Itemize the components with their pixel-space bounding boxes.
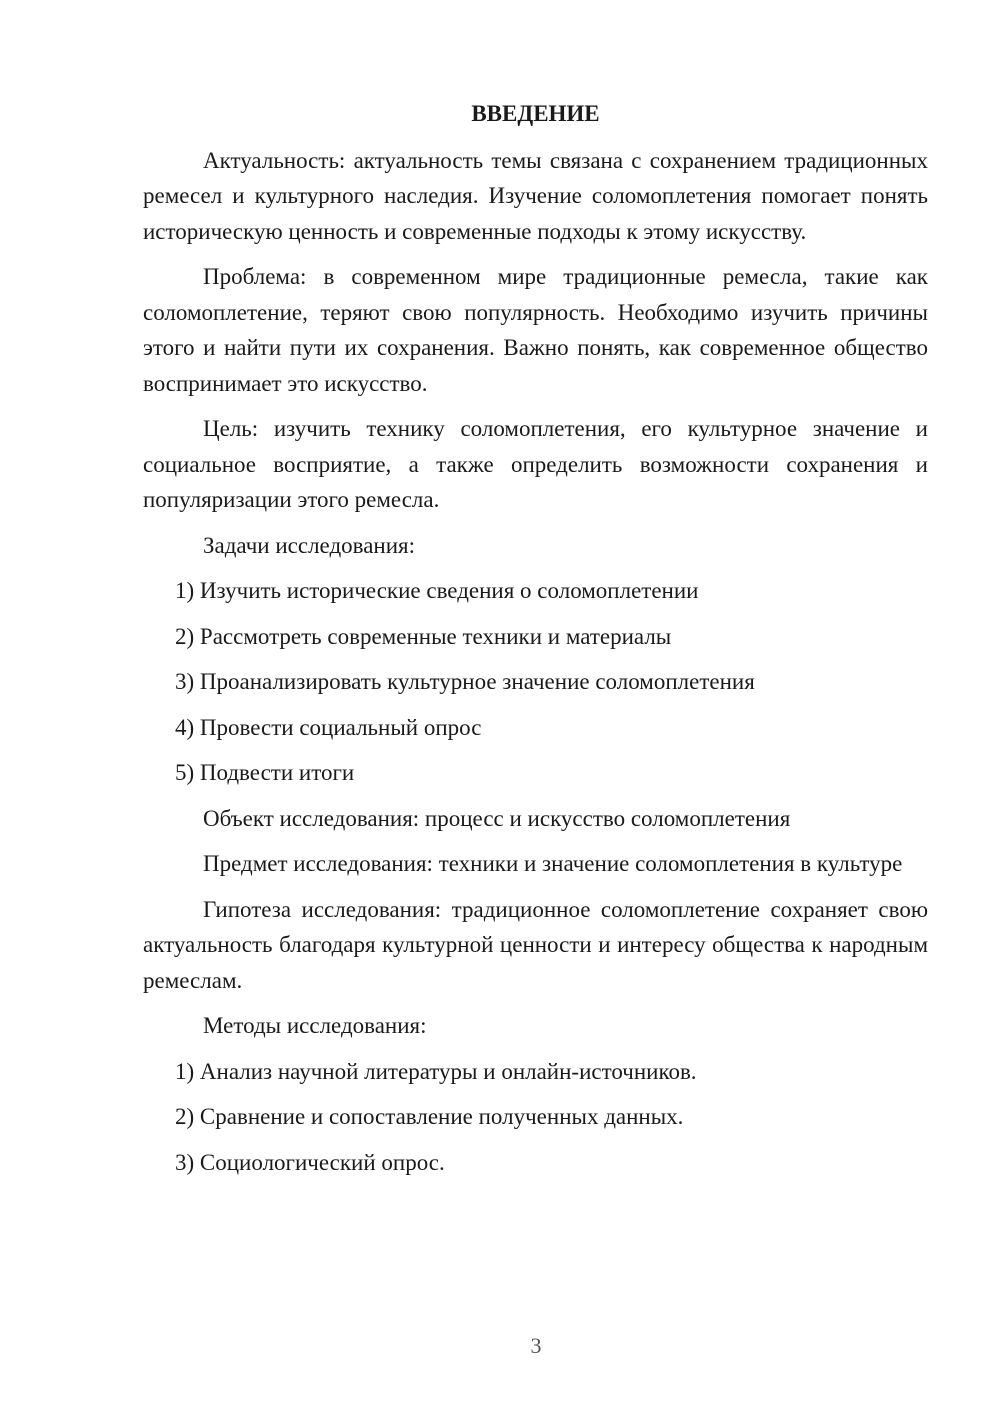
goal-paragraph: Цель: изучить технику соломоплетения, его культурное значение и социальное восприятие, а также определить возможности сохранения и популяризации этого ремесла. bbox=[143, 416, 928, 512]
methods-heading: Методы исследования: bbox=[203, 1013, 427, 1038]
list-item: 2) Сравнение и сопоставление полученных данных. bbox=[175, 1104, 684, 1129]
section-title: ВВЕДЕНИЕ bbox=[471, 101, 600, 126]
page-number: 3 bbox=[530, 1333, 542, 1358]
methods-list bbox=[143, 1054, 928, 1181]
relevance-paragraph: Актуальность: актуальность темы связана с сохранением традиционных ремесел и культурного наследия. Изучение соломоплетения помогает понять историческую ценность и современные подходы к этому искусству. bbox=[143, 147, 928, 244]
hypothesis-paragraph: Гипотеза исследования: традиционное соломоплетение сохраняет свою актуальность благодаря культурной ценности и интересу общества к народным ремеслам. bbox=[143, 896, 928, 993]
list-item: 5) Подвести итоги bbox=[175, 760, 355, 785]
subject-paragraph: Предмет исследования: техники и значение соломоплетения в культуре bbox=[203, 851, 903, 876]
list-item: 4) Провести социальный опрос bbox=[175, 714, 482, 740]
page-content bbox=[143, 96, 928, 1190]
list-item: 3) Проанализировать культурное значение соломоплетения bbox=[175, 669, 755, 694]
object-paragraph: Объект исследования: процесс и искусство соломоплетения bbox=[203, 805, 791, 831]
tasks-heading: Задачи исследования: bbox=[203, 532, 416, 558]
list-item: 3) Социологический опрос. bbox=[175, 1149, 445, 1175]
list-item: 2) Рассмотреть современные техники и материалы bbox=[175, 623, 672, 649]
tasks-list bbox=[143, 573, 928, 791]
list-item: 1) Изучить исторические сведения о соломоплетении bbox=[175, 578, 699, 603]
problem-paragraph: Проблема: в современном мире традиционные ремесла, такие как соломоплетение, теряют свою популярность. Необходимо изучить причины этого и найти пути их сохранения. Важно понять, как современное общество воспринимает это искусство. bbox=[143, 264, 928, 396]
list-item: 1) Анализ научной литературы и онлайн-источников. bbox=[175, 1058, 697, 1084]
